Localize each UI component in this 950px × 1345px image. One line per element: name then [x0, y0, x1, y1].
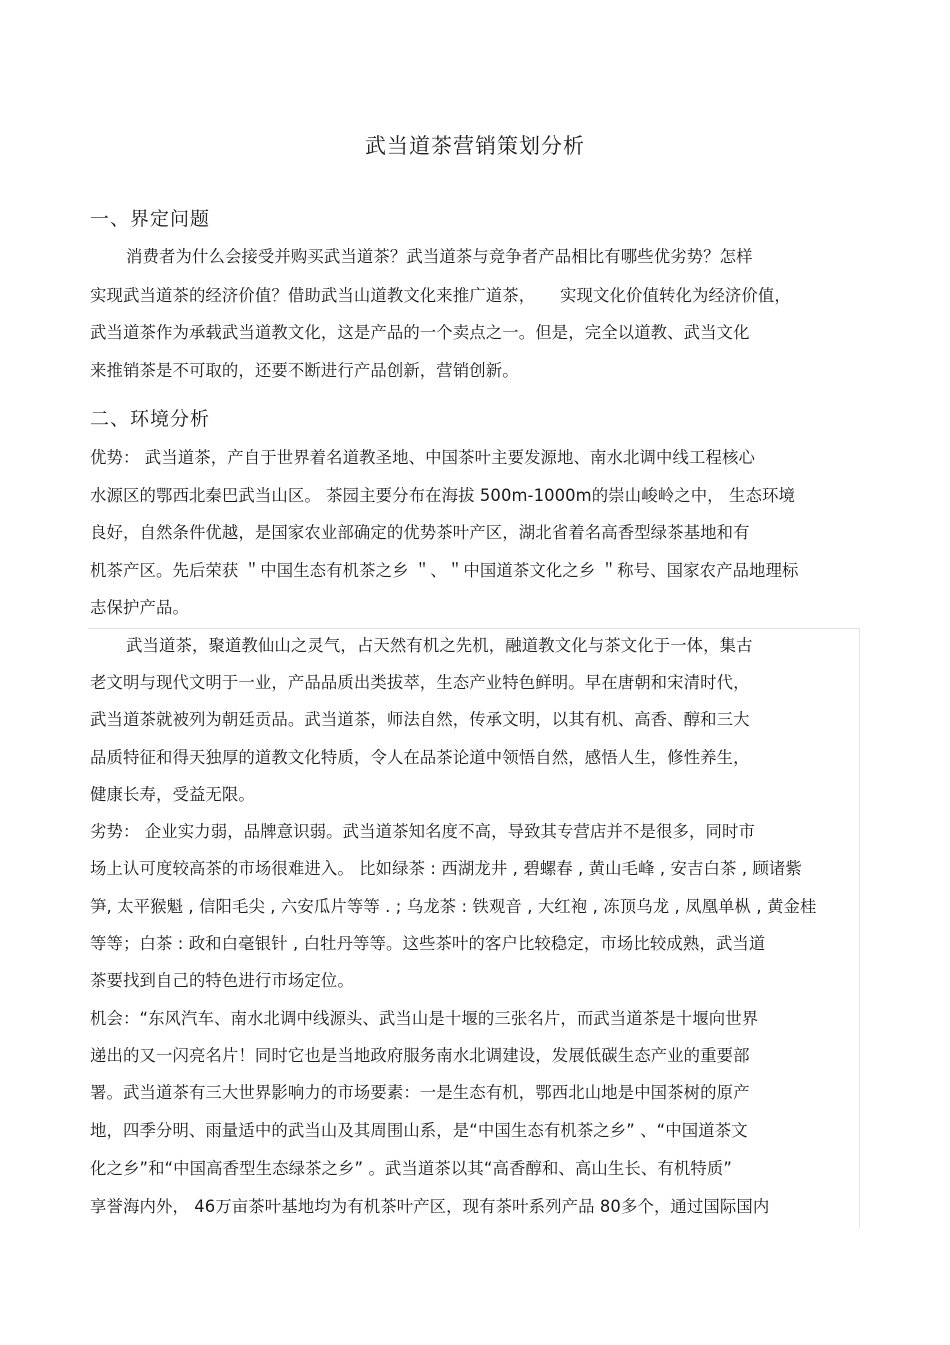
- paragraph-line: 老文明与现代文明于一业，产品品质出类拔萃，生态产业特色鲜明。早在唐朝和宋清时代，: [90, 673, 750, 692]
- paragraph-line: 机茶产区。先后荣获 ＂中国生态有机茶之乡 ＂、＂中国道茶文化之乡 ＂称号、国家农产品地理标: [90, 561, 799, 580]
- paragraph-line: 机会：“东风汽车、南水北调中线源头、武当山是十堰的三张名片，而武当道茶是十堰向世界: [90, 1009, 759, 1028]
- paragraph-line: 健康长寿，受益无限。: [90, 785, 255, 804]
- paragraph-line: 优势： 武当道茶，产自于世界着名道教圣地、中国茶叶主要发源地、南水北调中线工程核心: [90, 448, 755, 467]
- paragraph-line: 来推销茶是不可取的，还要不断进行产品创新，营销创新。: [90, 361, 519, 380]
- section-heading-2: 二、环境分析: [90, 408, 211, 430]
- section-heading-1: 一、界定问题: [90, 208, 211, 230]
- paragraph-line: 递出的又一闪亮名片！同时它也是当地政府服务南水北调建设，发展低碳生态产业的重要部: [90, 1046, 750, 1065]
- paragraph-line: 水源区的鄂西北秦巴武当山区。 茶园主要分布在海拔 500m-1000m的崇山峻岭之中， 生态环境: [90, 486, 795, 505]
- paragraph-line: 武当道茶，聚道教仙山之灵气，占天然有机之先机，融道教文化与茶文化于一体，集古: [126, 636, 753, 655]
- paragraph-line: 消费者为什么会接受并购买武当道茶？武当道茶与竞争者产品相比有哪些优劣势？怎样: [126, 247, 753, 266]
- paragraph-line: 良好，自然条件优越，是国家农业部确定的优势茶叶产区，湖北省着名高香型绿茶基地和有: [90, 523, 750, 542]
- paragraph-line: 实现武当道茶的经济价值？借助武当山道教文化来推广道茶， 实现文化价值转化为经济价值，: [90, 286, 791, 305]
- paragraph-line: 享誉海内外， 46万亩茶叶基地均为有机茶叶产区，现有茶叶系列产品 80多个，通过国际国内: [90, 1197, 770, 1216]
- paragraph-line: 地，四季分明、雨量适中的武当山及其周围山系，是“中国生态有机茶之乡” 、“中国道茶文: [90, 1121, 748, 1140]
- document-title: 武当道茶营销策划分析: [365, 134, 585, 158]
- paragraph-line: 笋, 太平猴魁 , 信阳毛尖 , 六安瓜片等等 . ; 乌龙茶 : 铁观音 , 大红袍 , 冻顶乌龙 , 凤凰单枞 , 黄金桂: [90, 897, 817, 916]
- paragraph-line: 劣势： 企业实力弱，品牌意识弱。武当道茶知名度不高，导致其专营店并不是很多，同时市: [90, 822, 755, 841]
- paragraph-line: 等等；白茶 : 政和白毫银针 , 白牡丹等等。这些茶叶的客户比较稳定，市场比较成熟，武当道: [90, 934, 766, 953]
- paragraph-line: 武当道茶作为承载武当道教文化，这是产品的一个卖点之一。但是，完全以道教、武当文化: [90, 323, 750, 342]
- paragraph-line: 志保护产品。: [90, 598, 189, 617]
- paragraph-line: 化之乡”和“中国高香型生态绿茶之乡” 。武当道茶以其“高香醇和、高山生长、有机特质”: [90, 1159, 732, 1178]
- paragraph-line: 茶要找到自己的特色进行市场定位。: [90, 971, 354, 990]
- paragraph-line: 署。武当道茶有三大世界影响力的市场要素：一是生态有机，鄂西北山地是中国茶树的原产: [90, 1083, 750, 1102]
- paragraph-line: 品质特征和得天独厚的道教文化特质，令人在品茶论道中领悟自然，感悟人生，修性养生，: [90, 748, 750, 767]
- paragraph-line: 场上认可度较高茶的市场很难进入。 比如绿茶 : 西湖龙井 , 碧螺春 , 黄山毛峰 , 安吉白茶 , 顾诸紫: [90, 859, 802, 878]
- paragraph-line: 武当道茶就被列为朝廷贡品。武当道茶，师法自然，传承文明，以其有机、高香、醇和三大: [90, 710, 750, 729]
